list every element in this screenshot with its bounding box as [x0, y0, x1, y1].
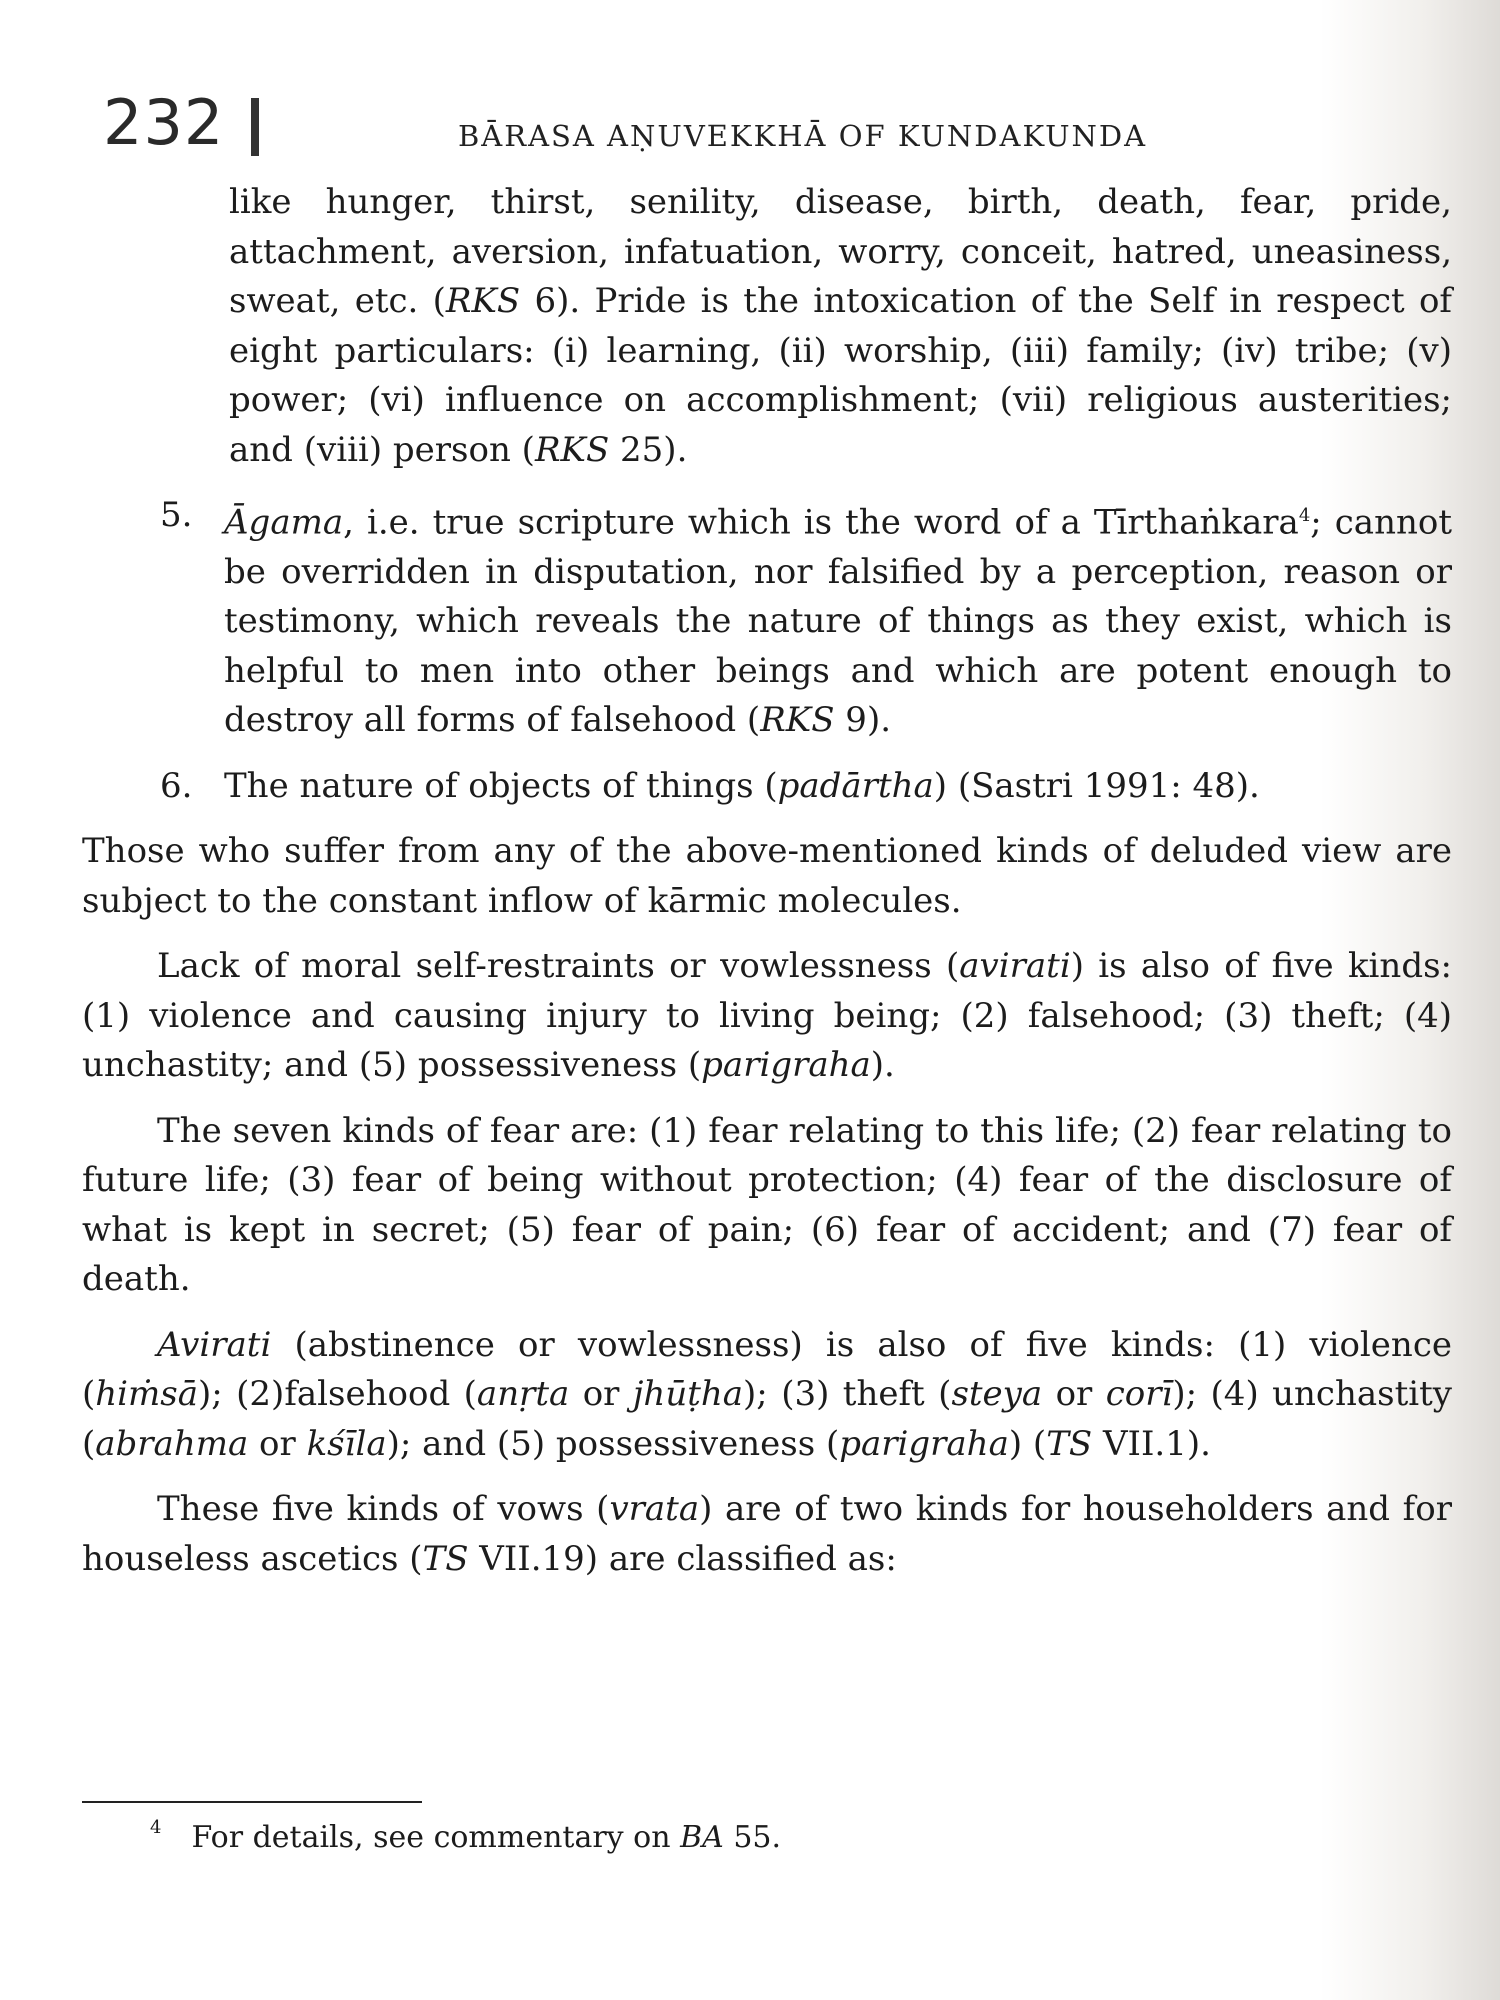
footnote-mark: 4 — [150, 1817, 162, 1838]
page-body — [82, 178, 1452, 1584]
footnote-divider — [82, 1801, 422, 1803]
running-title: BĀRASA AṆUVEKKHĀ OF KUNDAKUNDA — [458, 119, 1148, 153]
paragraph-deluded-view: Those who suffer from any of the above-mentioned kinds of deluded view are subject to the constant inflow of kārmic molecules. — [82, 831, 1452, 921]
footnote: $^4$ For details, see commentary on BA 55. — [150, 1817, 782, 1855]
page-number: 232 — [103, 86, 225, 159]
footnote-reference: 4 — [1298, 505, 1311, 526]
page-number-rule — [251, 98, 259, 156]
paragraph-avirati-kinds: Avirati (abstinence or vowlessness) is also of five kinds: (1) violence (hiṁsā); (2)falsehood (anṛta or jhūṭha); (3) theft (steya or corī); (4) unchastity (abrahma or kśīla); and (5) possessiveness (parigraha) (TS VII.1). — [82, 1324, 1453, 1464]
list-item-5: 5. Āgama, i.e. true scripture which is the word of a Tīrthaṅkara$^4$; cannot be overridden in disputation, nor falsified by a perception, reason or testimony, which reveals the nature of things as they exist, which is helpful to men into other beings and which are potent enough to destroy all forms of falsehood (RKS 9). — [82, 491, 1452, 746]
list-item-number: 5. — [160, 495, 193, 535]
paragraph-seven-fears: The seven kinds of fear are: (1) fear relating to this life; (2) fear relating to future life; (3) fear of being without protection; (4) fear of the disclosure of what is kept in secret; (5) fear of pain; (6) fear of accident; and (7) fear of death. — [82, 1110, 1452, 1300]
paragraph-avirati: Lack of moral self-restraints or vowlessness (avirati) is also of five kinds: (1) violence and causing injury to living being; (2) falsehood; (3) theft; (4) unchastity; and (5) possessiveness (parigraha). — [82, 946, 1452, 1086]
page-header — [103, 88, 1233, 168]
paragraph-vows: These five kinds of vows (vrata) are of two kinds for householders and for houseless ascetics (TS VII.19) are classified as: — [82, 1489, 1452, 1579]
list-item-number: 6. — [160, 765, 193, 806]
continued-list-text: like hunger, thirst, senility, disease, birth, death, fear, pride, attachment, aversion, infatuation, worry, conceit, hatred, uneasiness, sweat, etc. (RKS 6). Pride is the intoxication of the Self in respect of eight particulars: (i) learning, (ii) worship, (iii) family; (iv) tribe; (v) power; (vi) influence on accomplishment; (vii) religious austerities; and (viii) person (RKS 25). — [229, 182, 1453, 470]
list-item-6: 6. The nature of objects of things (padārtha) (Sastri 1991: 48). — [82, 762, 1452, 812]
